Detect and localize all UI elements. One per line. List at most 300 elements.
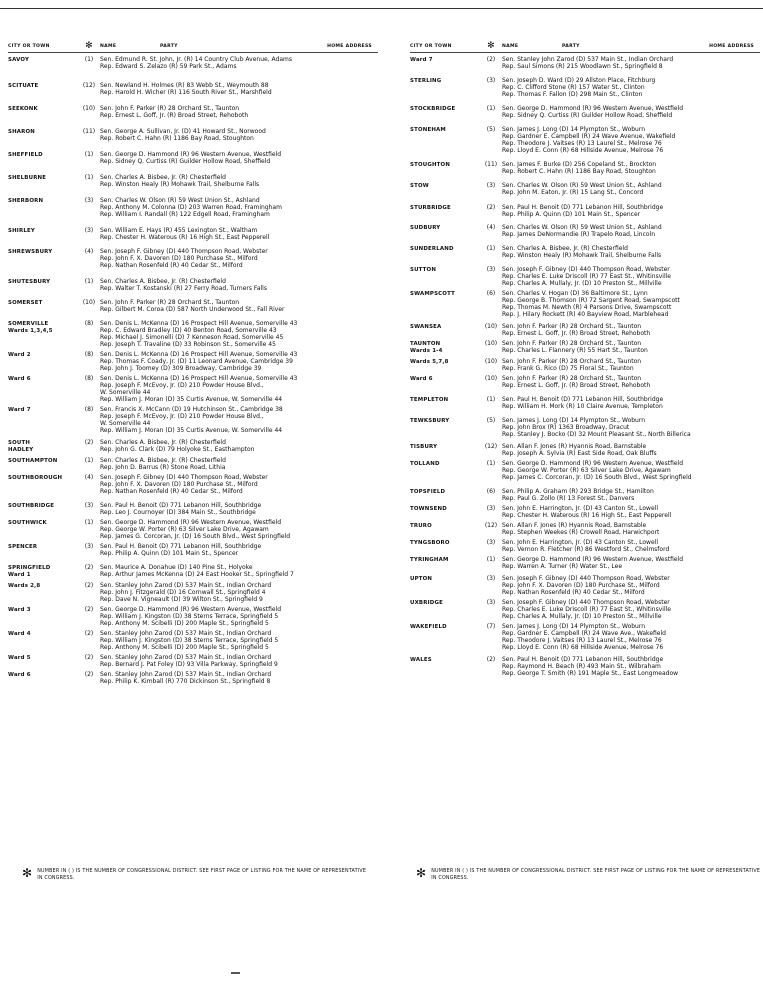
listing-entry <box>8 105 378 119</box>
legislator-line: Rep. James C. Corcoran, Jr. (D) 16 South Blvd., West Springfield <box>502 474 692 481</box>
legislator-list <box>502 396 760 410</box>
legislator-list <box>502 126 760 154</box>
district-number: (11) <box>484 161 498 168</box>
legislator-line: Rep. Philip A. Quinn (D) 101 Main St., Spencer <box>502 211 641 218</box>
district-number: (2) <box>486 204 496 211</box>
legislator-list <box>502 56 760 70</box>
town-name: Ward 5 <box>8 655 31 661</box>
listing-entry <box>8 227 378 241</box>
district-number: (1) <box>486 105 496 112</box>
district-number: (3) <box>486 182 496 189</box>
legislator-line: Sen. George A. Sullivan, Jr. (D) 41 Howard St., Norwood <box>100 128 266 135</box>
legislator-list <box>100 406 378 434</box>
legislator-line: Sen. George D. Hammond (R) 96 Western Avenue, Westfield <box>100 519 282 526</box>
town-name: WAKEFIELD <box>410 624 447 630</box>
legislator-line: Sen. Joseph F. Gibney (D) 440 Thompson Road, Webster <box>502 266 670 273</box>
listing-entry <box>410 396 760 410</box>
listing-entry <box>8 278 378 292</box>
top-rule <box>0 8 763 9</box>
legislator-line: Rep. Warren A. Turner (R) Water St., Lee <box>502 563 623 570</box>
legislator-line: Rep. Vernon R. Fletcher (R) 86 Westford St., Chelmsford <box>502 546 670 553</box>
legislator-line: Rep. John J. Toomey (D) 309 Broadway, Cambridge 39 <box>100 365 262 372</box>
legislator-line: Rep. William J. Kingston (D) 38 Sterns Terrace, Springfield 5 <box>100 637 279 644</box>
town-name: SUTTON <box>410 267 437 273</box>
town-name: SUDBURY <box>410 225 441 231</box>
legislator-line: Rep. Anthony M. Colonna (D) 203 Warren Road, Framingham <box>100 204 282 211</box>
legislator-line: Rep. John G. Clark (D) 79 Holyoke St., Easthampton <box>100 446 255 453</box>
legislator-line: Sen. Charles W. Olson (R) 59 West Union St., Ashland <box>502 224 662 231</box>
listing-entry <box>410 623 760 651</box>
listing-entry <box>410 556 760 570</box>
listing-entry <box>8 671 378 685</box>
legislator-list <box>502 656 760 677</box>
legislator-line: Sen. Paul H. Benoit (D) 771 Lebanon Hill, Southbridge <box>100 502 262 509</box>
legislator-list <box>100 457 378 471</box>
town-name: SHEFFIELD <box>8 152 43 158</box>
listing-entry <box>410 290 760 318</box>
legislator-list <box>100 56 378 70</box>
town-name: SOMERSET <box>8 300 43 306</box>
legislator-line: Rep. John M. Eaton, Jr. (R) 15 Lang St., Concord <box>502 189 644 196</box>
legislator-line: Rep. George W. Porter (R) 63 Silver Lake Drive, Agawam <box>100 526 269 533</box>
legislator-line: W. Somerville 44 <box>100 389 151 396</box>
listing-entry <box>8 582 378 603</box>
town-name: SOUTHAMPTON <box>8 458 58 464</box>
listing-entry <box>8 502 378 516</box>
legislator-list <box>100 564 378 578</box>
left-entries <box>8 56 378 685</box>
legislator-line: Rep. George T. Smith (R) 191 Maple St., East Longmeadow <box>502 670 679 677</box>
listing-entry <box>8 82 378 96</box>
town-name: SOUTHBOROUGH <box>8 475 63 481</box>
legislator-list <box>502 224 760 238</box>
listing-entry <box>8 543 378 557</box>
listing-entry <box>8 174 378 188</box>
legislator-line: Sen. James F. Burke (D) 256 Copeland St., Brockton <box>502 161 657 168</box>
legislator-line: Rep. Saul Simons (R) 215 Woodlawn St., Springfield 8 <box>502 63 663 70</box>
legislator-list <box>100 654 378 668</box>
legislator-line: Sen. Charles W. Olson (R) 59 West Union St., Ashland <box>100 197 260 204</box>
listing-entry <box>410 656 760 677</box>
legislator-list <box>502 599 760 620</box>
legislator-line: Rep. Gardner E. Campbell (R) 24 Wave Avenue, Wakefield <box>502 133 676 140</box>
town-name: SCITUATE <box>8 83 39 89</box>
district-number: (2) <box>84 606 94 613</box>
legislator-line: Rep. Frank G. Rico (D) 75 Floral St., Taunton <box>502 365 634 372</box>
town-name: Wards 5,7,8 <box>410 359 449 365</box>
town-name: SAVOY <box>8 57 30 63</box>
district-number: (7) <box>486 623 496 630</box>
district-number: (10) <box>484 340 498 347</box>
legislator-line: Rep. Raymond H. Beach (R) 493 Main St., Wilbraham <box>502 663 661 670</box>
footnote-left <box>22 868 367 882</box>
legislator-list <box>502 161 760 175</box>
legislator-line: Rep. James DeNormandie (R) Trapelo Road, Lincoln <box>502 231 656 238</box>
listing-entry <box>410 77 760 98</box>
scan-mark <box>231 972 240 974</box>
town-name: SHUTESBURY <box>8 279 51 285</box>
legislator-list <box>502 522 760 536</box>
district-number: (5) <box>486 126 496 133</box>
legislator-line: Rep. Joseph A. Sylvia (R) East Side Road, Oak Bluffs <box>502 450 657 457</box>
listing-entry <box>410 375 760 389</box>
legislator-line: Sen. John F. Parker (R) 28 Orchard St., Taunton <box>100 105 240 112</box>
legislator-list <box>100 320 378 348</box>
legislator-line: Sen. George D. Hammond (R) 96 Western Avenue, Westfield <box>100 606 282 613</box>
legislator-line: Sen. John F. Parker (R) 28 Orchard St., Taunton <box>502 323 642 330</box>
footnote-text: NUMBER IN ( ) IS THE NUMBER OF CONGRESSIONAL DISTRICT. SEE FIRST PAGE OF LISTING FOR THE NAME OF REPRESENTATIVE IN CONGRESS. <box>431 869 761 881</box>
district-number: (10) <box>484 375 498 382</box>
town-name: Ward 4 <box>8 631 31 637</box>
right-column <box>410 41 760 677</box>
listing-entry <box>410 488 760 502</box>
legislator-line: Rep. Robert C. Hahn (R) 1186 Bay Road, Stoughton <box>100 135 254 142</box>
district-number: (4) <box>84 474 94 481</box>
legislator-list <box>100 606 378 627</box>
district-number: (1) <box>84 151 94 158</box>
legislator-line: Sen. Paul H. Benoit (D) 771 Lebanon Hill, Southbridge <box>502 396 664 403</box>
legislator-line: Rep. Gilbert M. Coroa (D) 587 North Underwood St., Fall River <box>100 306 285 313</box>
legislator-list <box>502 443 760 457</box>
district-number: (1) <box>84 278 94 285</box>
district-number: (8) <box>84 351 94 358</box>
legislator-line: Rep. Sidney Q. Curtiss (R) Guilder Hollow Road, Sheffield <box>100 158 271 165</box>
legislator-line: Rep. William J. Kingston (D) 38 Sterns Terrace, Springfield 5 <box>100 613 279 620</box>
legislator-list <box>100 519 378 540</box>
legislator-line: Rep. Stephen Weekes (R) Crowell Road, Harwichport <box>502 529 660 536</box>
header-town: CITY OR TOWN <box>8 44 50 49</box>
district-number: (10) <box>82 105 96 112</box>
town-name: Ward 7 <box>410 57 433 63</box>
listing-entry <box>410 358 760 372</box>
legislator-line: Sen. George D. Hammond (R) 96 Western Avenue, Westfield <box>502 460 684 467</box>
legislator-line: Sen. Joseph F. Gibney (D) 440 Thompson Road, Webster <box>100 248 268 255</box>
legislator-line: Sen. Joseph D. Ward (D) 29 Allston Place, Fitchburg <box>502 77 656 84</box>
district-number: (4) <box>486 224 496 231</box>
legislator-line: Sen. Stanley John Zarod (D) 537 Main St., Indian Orchard <box>100 671 272 678</box>
header-address: HOME ADDRESS <box>327 44 372 49</box>
legislator-line: Sen. James J. Long (D) 14 Plympton St., Woburn <box>502 417 646 424</box>
listing-entry <box>410 323 760 337</box>
legislator-line: Rep. Theodore J. Vaitses (R) 13 Laurel St., Melrose 76 <box>502 637 662 644</box>
footnote-right <box>416 868 761 882</box>
legislator-line: Rep. William J. Moran (D) 35 Curtis Avenue, W. Somerville 44 <box>100 396 283 403</box>
legislator-list <box>502 182 760 196</box>
legislator-line: Rep. George W. Porter (R) 63 Silver Lake Drive, Agawam <box>502 467 671 474</box>
town-name: STOUGHTON <box>410 162 451 168</box>
legislator-line: Rep. Anthony M. Scibelli (D) 200 Maple St., Springfield 5 <box>100 644 269 651</box>
listing-entry <box>8 457 378 471</box>
town-name: TYNGSBORO <box>410 540 450 546</box>
legislator-line: Sen. Newland H. Holmes (R) 83 Webb St., Weymouth 88 <box>100 82 269 89</box>
legislator-line: Sen. George D. Hammond (R) 96 Western Avenue, Westfield <box>502 556 684 563</box>
legislator-line: Sen. John E. Harrington, Jr. (D) 43 Canton St., Lowell <box>502 539 658 546</box>
legislator-line: Sen. James J. Long (D) 14 Plympton St., Woburn <box>502 126 646 133</box>
legislator-line: Sen. Stanley John Zarod (D) 537 Main St., Indian Orchard <box>502 56 674 63</box>
legislator-list <box>502 204 760 218</box>
header-town: CITY OR TOWN <box>410 44 452 49</box>
legislator-line: Rep. Thomas F. Coady, Jr. (D) 11 Leonard Avenue, Cambridge 39 <box>100 358 293 365</box>
listing-entry <box>410 266 760 287</box>
legislator-line: Rep. Arthur James McKenna (D) 24 East Hooker St., Springfield 7 <box>100 571 294 578</box>
listing-entry <box>8 654 378 668</box>
district-number: (2) <box>486 656 496 663</box>
listing-entry <box>8 439 378 454</box>
legislator-line: Sen. Paul H. Benoit (D) 771 Lebanon Hill, Southbridge <box>502 656 664 663</box>
legislator-list <box>502 358 760 372</box>
district-number: (2) <box>84 564 94 571</box>
asterisk-icon: ✻ <box>22 866 33 880</box>
town-name: Wards 2,8 <box>8 583 41 589</box>
legislator-list <box>100 439 378 453</box>
legislator-line: Rep. Anthony M. Scibelli (D) 200 Maple St., Springfield 5 <box>100 620 269 627</box>
legislator-list <box>100 128 378 142</box>
town-name: SPENCER <box>8 544 38 550</box>
legislator-line: Rep. John D. Barrus (R) Stone Road, Lithia <box>100 464 226 471</box>
header-party: PARTY <box>562 44 580 49</box>
listing-entry <box>410 522 760 536</box>
legislator-list <box>100 502 378 516</box>
legislator-line: Rep. Edward S. Zelazo (R) 59 Park St., Adams <box>100 63 237 70</box>
header-district-symbol: ✻ <box>487 41 495 51</box>
legislator-line: Sen. Charles V. Hogan (D) 36 Baltimore St., Lynn <box>502 290 648 297</box>
column-header <box>8 41 378 53</box>
legislator-line: Rep. Ernest L. Goff, Jr. (R) Broad Street, Rehoboth <box>100 112 249 119</box>
legislator-line: Sen. Charles A. Bisbee, Jr. (R) Chesterfield <box>100 439 226 446</box>
legislator-line: Rep. James G. Corcoran, Jr. (D) 16 South Blvd., West Springfield <box>100 533 291 540</box>
district-number: (8) <box>84 320 94 327</box>
legislator-line: Sen. John E. Harrington, Jr. (D) 43 Canton St., Lowell <box>502 505 658 512</box>
district-number: (3) <box>486 505 496 512</box>
left-column <box>8 41 378 685</box>
town-name: TISBURY <box>410 444 438 450</box>
town-name: Ward 6 <box>8 672 31 678</box>
legislator-line: Sen. Charles A. Bisbee, Jr. (R) Chesterfield <box>502 245 628 252</box>
district-number: (1) <box>84 457 94 464</box>
listing-entry <box>8 564 378 579</box>
listing-entry <box>8 128 378 142</box>
town-name: SHELBURNE <box>8 175 47 181</box>
legislator-line: Sen. George D. Hammond (R) 96 Western Avenue, Westfield <box>100 151 282 158</box>
district-number: (6) <box>486 290 496 297</box>
legislator-list <box>100 151 378 165</box>
district-number: (3) <box>84 543 94 550</box>
town-name: Ward 7 <box>8 407 31 413</box>
district-number: (1) <box>486 396 496 403</box>
town-name: SEEKONK <box>8 106 38 112</box>
town-name: Ward 6 <box>410 376 433 382</box>
town-name: Ward 6 <box>8 376 31 382</box>
legislator-list <box>502 488 760 502</box>
legislator-list <box>100 351 378 372</box>
town-name: SHIRLEY <box>8 228 35 234</box>
legislator-list <box>100 278 378 292</box>
district-number: (2) <box>84 439 94 446</box>
listing-entry <box>410 56 760 70</box>
town-name: TOPSFIELD <box>410 489 446 495</box>
town-name: UPTON <box>410 576 433 582</box>
legislator-line: Rep. Paul G. Zollo (R) 13 Forest St., Danvers <box>502 495 635 502</box>
legislator-list <box>502 266 760 287</box>
legislator-list <box>502 245 760 259</box>
legislator-list <box>100 227 378 241</box>
listing-entry <box>8 406 378 434</box>
district-number: (2) <box>84 654 94 661</box>
town-name: SPRINGFIELD Ward 1 <box>8 565 51 578</box>
legislator-line: Sen. Stanley John Zarod (D) 537 Main St., Indian Orchard <box>100 582 272 589</box>
town-name: TOLLAND <box>410 461 440 467</box>
legislator-line: Rep. Sidney Q. Curtiss (R) Guilder Hollow Road, Sheffield <box>502 112 673 119</box>
town-name: TEMPLETON <box>410 397 449 403</box>
legislator-line: Sen. John F. Parker (R) 28 Orchard St., Taunton <box>502 375 642 382</box>
listing-entry <box>410 460 760 481</box>
legislator-line: Rep. Ernest L. Goff, Jr. (R) Broad Street, Rehoboth <box>502 330 651 337</box>
listing-entry <box>8 197 378 218</box>
legislator-line: Rep. Bernard J. Pat Foley (D) 93 Villa Parkway, Springfield 9 <box>100 661 278 668</box>
listing-entry <box>410 417 760 438</box>
listing-entry <box>410 224 760 238</box>
legislator-list <box>100 630 378 651</box>
legislator-line: Rep. Thomas M. Newth (R) 4 Parsons Drive, Swampscott <box>502 304 672 311</box>
district-number: (3) <box>486 539 496 546</box>
town-name: STOW <box>410 183 429 189</box>
legislator-list <box>100 375 378 403</box>
legislator-list <box>100 197 378 218</box>
town-name: Ward 3 <box>8 607 31 613</box>
listing-entry <box>410 575 760 596</box>
legislator-list <box>502 623 760 651</box>
listing-entry <box>410 105 760 119</box>
legislator-line: Sen. Charles A. Bisbee, Jr. (R) Chesterfield <box>100 174 226 181</box>
district-number: (8) <box>84 375 94 382</box>
legislator-line: Sen. Maurice A. Donahue (D) 140 Pine St., Holyoke <box>100 564 253 571</box>
legislator-list <box>100 582 378 603</box>
header-name: NAME <box>100 44 117 49</box>
district-number: (2) <box>486 56 496 63</box>
district-number: (12) <box>484 522 498 529</box>
district-number: (6) <box>486 488 496 495</box>
town-name: TEWKSBURY <box>410 418 450 424</box>
legislator-line: Rep. Winston Healy (R) Mohawk Trail, Shelburne Falls <box>502 252 662 259</box>
legislator-line: Rep. John F. X. Davoren (D) 180 Purchase St., Milford <box>100 255 258 262</box>
listing-entry <box>8 474 378 495</box>
district-number: (3) <box>486 266 496 273</box>
legislator-line: Sen. Denis L. McKenna (D) 16 Prospect Hill Avenue, Somerville 43 <box>100 351 298 358</box>
listing-entry <box>8 351 378 372</box>
legislator-line: Rep. Nathan Rosenfeld (R) 40 Cedar St., Milford <box>100 488 243 495</box>
town-name: SWANSEA <box>410 324 442 330</box>
legislator-line: Sen. Denis L. McKenna (D) 16 Prospect Hill Avenue, Somerville 43 <box>100 320 298 327</box>
district-number: (8) <box>84 406 94 413</box>
district-number: (4) <box>84 248 94 255</box>
legislator-line: Rep. Thomas F. Fallon (D) 298 Main St., Clinton <box>502 91 643 98</box>
town-name: SHARON <box>8 129 36 135</box>
town-name: SWAMPSCOTT <box>410 291 455 297</box>
legislator-list <box>502 575 760 596</box>
legislator-list <box>100 82 378 96</box>
listing-entry <box>8 151 378 165</box>
legislator-line: W. Somerville 44 <box>100 420 151 427</box>
district-number: (11) <box>82 128 96 135</box>
district-number: (3) <box>84 502 94 509</box>
footnote-text: NUMBER IN ( ) IS THE NUMBER OF CONGRESSIONAL DISTRICT. SEE FIRST PAGE OF LISTING FOR THE NAME OF REPRESENTATIVE IN CONGRESS. <box>37 869 367 881</box>
district-number: (1) <box>486 556 496 563</box>
legislator-line: Sen. Joseph F. Gibney (D) 440 Thompson Road, Webster <box>502 599 670 606</box>
legislator-line: Rep. Charles L. Flannery (R) 55 Hart St., Taunton <box>502 347 648 354</box>
district-number: (5) <box>486 417 496 424</box>
district-number: (12) <box>82 82 96 89</box>
legislator-list <box>502 505 760 519</box>
legislator-list <box>502 460 760 481</box>
asterisk-icon: ✻ <box>416 866 427 880</box>
header-address: HOME ADDRESS <box>709 44 754 49</box>
legislator-line: Sen. John F. Parker (R) 28 Orchard St., Taunton <box>502 358 642 365</box>
legislator-line: Sen. William E. Hays (R) 455 Lexington St., Waltham <box>100 227 258 234</box>
listing-entry <box>8 299 378 313</box>
legislator-line: Sen. Allan F. Jones (R) Hyannis Road, Barnstable <box>502 522 647 529</box>
legislator-list <box>100 174 378 188</box>
legislator-line: Rep. Joseph F. McEvoy, Jr. (D) 210 Powder House Blvd., <box>100 413 264 420</box>
legislator-line: Rep. Chester H. Waterous (R) 16 High St., East Pepperell <box>100 234 270 241</box>
header-name: NAME <box>502 44 519 49</box>
legislator-line: Rep. William I. Randall (R) 122 Edgell Road, Framingham <box>100 211 270 218</box>
legislator-line: Rep. John J. Fitzgerald (D) 16 Cornwall St., Springfield 4 <box>100 589 266 596</box>
legislator-line: Rep. Stanley J. Bocko (D) 32 Mount Pleasant St., North Billerica <box>502 431 691 438</box>
right-entries <box>410 56 760 677</box>
district-number: (1) <box>84 56 94 63</box>
legislator-list <box>100 248 378 269</box>
legislator-list <box>502 340 760 354</box>
listing-entry <box>8 630 378 651</box>
legislator-line: Rep. Harold H. Wicher (R) 116 South River St., Marshfield <box>100 89 272 96</box>
listing-entry <box>410 204 760 218</box>
listing-entry <box>410 340 760 355</box>
legislator-line: Rep. Winston Healy (R) Mohawk Trail, Shelburne Falls <box>100 181 260 188</box>
legislator-list <box>100 671 378 685</box>
town-name: TYRINGHAM <box>410 557 449 563</box>
header-district-symbol: ✻ <box>85 41 93 51</box>
listing-entry <box>410 126 760 154</box>
legislator-list <box>100 474 378 495</box>
district-number: (1) <box>486 460 496 467</box>
listing-entry <box>8 606 378 627</box>
district-number: (2) <box>84 671 94 678</box>
legislator-line: Rep. John Brox (R) 1363 Broadway, Dracut <box>502 424 630 431</box>
listing-entry <box>8 56 378 70</box>
legislator-line: Rep. Lloyd E. Conn (R) 68 Hillside Avenue, Melrose 76 <box>502 147 664 154</box>
legislator-line: Sen. John F. Parker (R) 28 Orchard St., Taunton <box>502 340 642 347</box>
listing-entry <box>410 539 760 553</box>
legislator-line: Rep. Charles E. Luke Driscoll (R) 77 East St., Whitinsville <box>502 273 671 280</box>
town-name: TRURO <box>410 523 432 529</box>
legislator-line: Rep. Michael J. Simonelli (D) 7 Kenneson Road, Somerville 45 <box>100 334 284 341</box>
legislator-line: Rep. Dave N. Vigneault (D) 39 Wilton St., Springfield 9 <box>100 596 263 603</box>
header-party: PARTY <box>160 44 178 49</box>
district-number: (1) <box>486 245 496 252</box>
legislator-line: Rep. C. Clifford Stone (R) 157 Water St., Clinton <box>502 84 645 91</box>
listing-entry <box>8 519 378 540</box>
legislator-line: Sen. Paul H. Benoit (D) 771 Lebanon Hill, Southbridge <box>502 204 664 211</box>
listing-entry <box>410 443 760 457</box>
legislator-list <box>100 543 378 557</box>
town-name: Ward 2 <box>8 352 31 358</box>
legislator-line: Rep. Nathan Rosenfeld (R) 40 Cedar St., Milford <box>100 262 243 269</box>
legislator-line: Sen. Paul H. Benoit (D) 771 Lebanon Hill, Southbridge <box>100 543 262 550</box>
district-number: (3) <box>84 197 94 204</box>
town-name: STERLING <box>410 78 442 84</box>
legislator-line: Rep. William J. Moran (D) 35 Curtis Avenue, W. Somerville 44 <box>100 427 283 434</box>
district-number: (10) <box>484 323 498 330</box>
